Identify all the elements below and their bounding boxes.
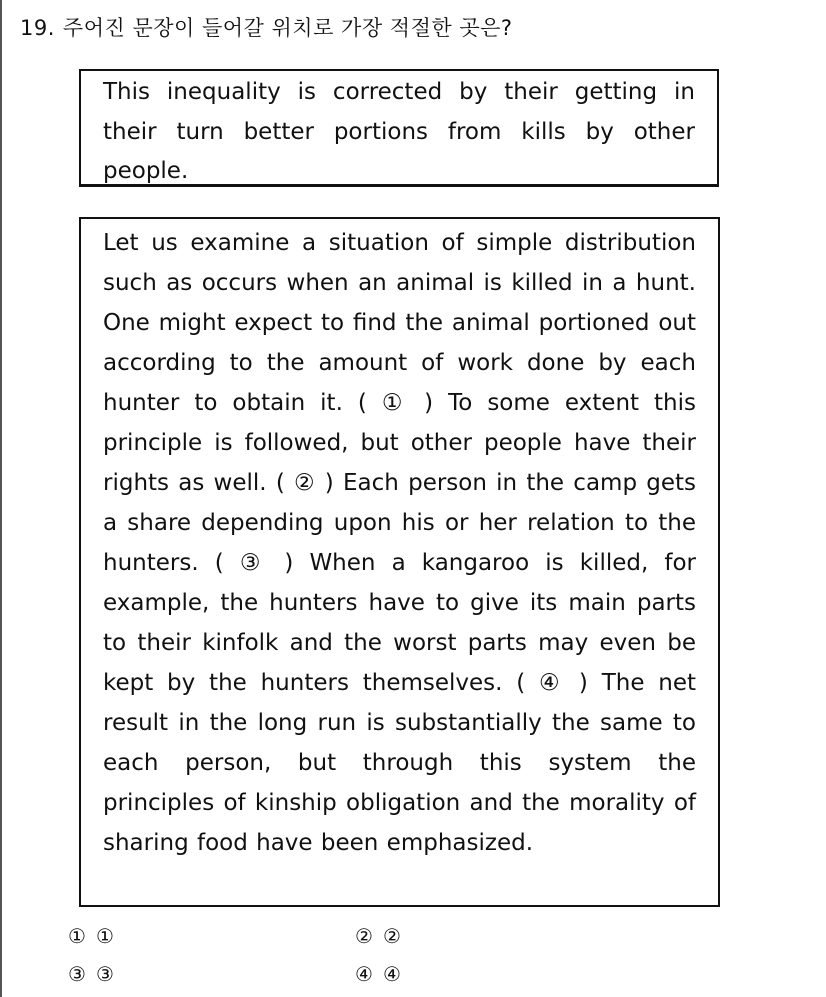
insertion-marker-1: ( ① ) bbox=[357, 390, 434, 416]
passage-text bbox=[103, 223, 696, 863]
passage-segment: Each person in the camp gets a share depending upon his or her relation to the hunters. bbox=[103, 470, 697, 576]
question-number: 19. bbox=[20, 16, 55, 40]
passage-segment: When a kangaroo is killed, for example, the hunters have to give its main parts to their kinfolk and the worst parts may even be kept by the hunters themselves. bbox=[103, 550, 697, 696]
insertion-marker-3: ( ③ ) bbox=[214, 550, 294, 576]
question-header bbox=[20, 12, 513, 42]
page-left-rule bbox=[0, 0, 2, 997]
choice-value: ③ bbox=[95, 962, 114, 986]
choice-1[interactable] bbox=[68, 924, 114, 948]
choice-4[interactable] bbox=[355, 962, 401, 986]
passage-segment: The net result in the long run is substantially the same to each person, but through this system the principles of kinship obligation and the morality of sharing food have been emphasized. bbox=[103, 670, 697, 856]
passage-segment: Let us examine a situation of simple distribution such as occurs when an animal is killed in a hunt. One might expect to find the animal portioned out according to the amount of work done by each hunter to obtain it. bbox=[103, 230, 696, 416]
choice-label: ① bbox=[68, 924, 86, 948]
choice-label: ③ bbox=[68, 962, 86, 986]
choice-2[interactable] bbox=[355, 924, 401, 948]
insertion-marker-2: ( ② ) bbox=[275, 470, 334, 496]
insertion-marker-4: ( ④ ) bbox=[516, 670, 588, 696]
choice-value: ② bbox=[382, 924, 401, 948]
passage-box bbox=[79, 217, 720, 907]
choice-value: ① bbox=[95, 924, 114, 948]
choice-label: ② bbox=[355, 924, 373, 948]
question-prompt: 주어진 문장이 들어갈 위치로 가장 적절한 곳은? bbox=[62, 16, 513, 40]
given-sentence-box bbox=[79, 69, 719, 187]
choice-label: ④ bbox=[355, 962, 373, 986]
passage-segment: To some extent this principle is followed, but other people have their rights as well. bbox=[103, 390, 697, 496]
given-sentence: This inequality is corrected by their getting in their turn better portions from kills by other people. bbox=[103, 79, 695, 184]
choice-3[interactable] bbox=[68, 962, 114, 986]
choice-value: ④ bbox=[382, 962, 401, 986]
